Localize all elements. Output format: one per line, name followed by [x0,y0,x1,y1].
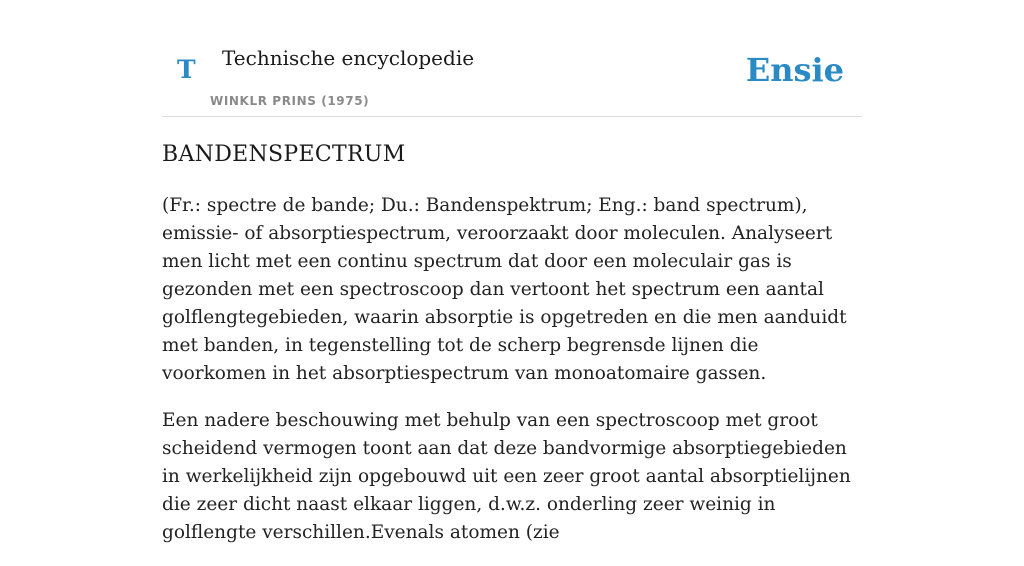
brand-logo[interactable]: Ensie [745,51,844,89]
book-source: WINKLR PRINS (1975) [210,94,370,108]
book-logo[interactable]: T [177,55,196,84]
header [162,0,862,117]
entry-paragraph: (Fr.: spectre de bande; Du.: Bandenspektrum; Eng.: band spectrum), emissie- of absorptiespectrum, veroorzaakt door moleculen. Analyseert men licht met een continu spectrum dat door een moleculair gas is gezonden met een spectroscoop dan vertoont het spectrum een aantal golflengtegebieden, waarin absorptie is opgetreden en die men aanduidt met banden, in tegenstelling tot de scherp begrensde lijnen die voorkomen in het absorptiespectrum van monoatomaire gassen. [162,195,847,384]
entry-body [162,192,862,566]
entry-paragraph: Een nadere beschouwing met behulp van een spectroscoop met groot scheidend vermogen toont aan dat deze bandvormige absorptiegebieden in werkelijkheid zijn opgebouwd uit een zeer groot aantal absorptielijnen die zeer dicht naast elkaar liggen, d.w.z. onderling zeer weinig in golflengte verschillen.Evenals atomen (zie [162,410,851,543]
entry-title: BANDENSPECTRUM [162,142,406,167]
book-title-link[interactable]: Technische encyclopedie [222,46,475,70]
